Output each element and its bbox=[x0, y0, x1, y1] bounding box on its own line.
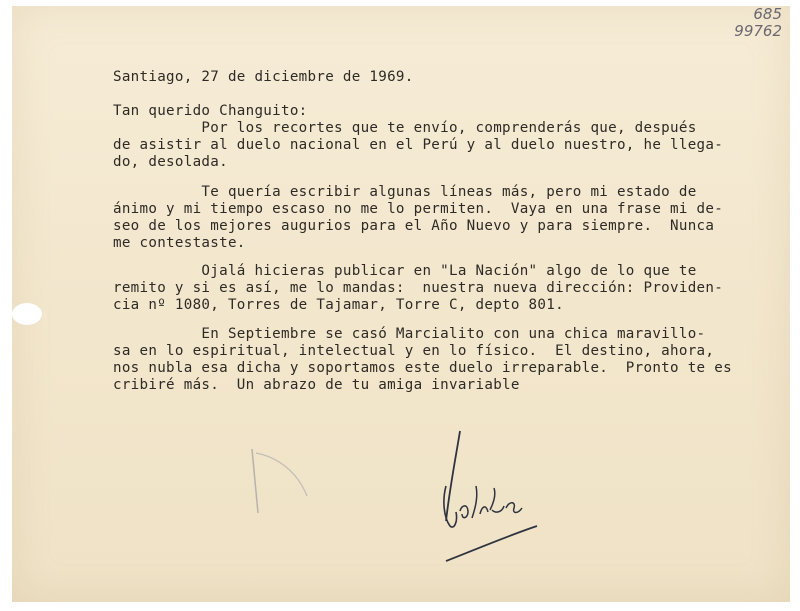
paragraph-4-line-1: En Septiembre se casó Marcialito con una chica maravillo- bbox=[113, 326, 706, 342]
paragraph-1-line-1: Por los recortes que te envío, comprenderás que, después bbox=[113, 120, 697, 136]
archive-reference bbox=[722, 6, 782, 40]
salutation: Tan querido Changuito: bbox=[113, 103, 308, 119]
paragraph-3-line-2: remito y si es así, me lo mandas: nuestra nueva dirección: Providen- bbox=[113, 280, 724, 296]
paragraph-2-line-3: seo de los mejores augurios para el Año Nuevo y para siempre. Nunca bbox=[113, 218, 715, 234]
punch-hole bbox=[12, 303, 42, 325]
paragraph-3-line-1: Ojalá hicieras publicar en "La Nación" algo de lo que te bbox=[113, 263, 697, 279]
paragraph-1-line-2: de asistir al duelo nacional en el Perú y al duelo nuestro, he llega- bbox=[113, 137, 724, 153]
archive-number-1: 685 bbox=[753, 5, 782, 23]
paragraph-2-line-1: Te quería escribir algunas líneas más, pero mi estado de bbox=[113, 184, 697, 200]
pencil-mark bbox=[242, 441, 322, 521]
paragraph-2-line-2: ánimo y mi tiempo escaso no me lo permiten. Vaya en una frase mi de- bbox=[113, 201, 724, 217]
paragraph-2-line-4: me contestaste. bbox=[113, 235, 246, 251]
paragraph-1-line-3: do, desolada. bbox=[113, 154, 228, 170]
date-line: Santiago, 27 de diciembre de 1969. bbox=[113, 69, 414, 85]
paragraph-3-line-3: cia nº 1080, Torres de Tajamar, Torre C, depto 801. bbox=[113, 297, 564, 313]
paragraph-4-line-2: sa en lo espiritual, intelectual y en lo físico. El destino, ahora, bbox=[113, 343, 715, 359]
archive-number-2: 99762 bbox=[734, 22, 782, 40]
paragraph-4-line-3: nos nubla esa dicha y soportamos este duelo irreparable. Pronto te es bbox=[113, 360, 732, 376]
signature bbox=[432, 426, 562, 576]
paragraph-4-line-4: cribiré más. Un abrazo de tu amiga invariable bbox=[113, 377, 520, 393]
letter-page bbox=[12, 6, 790, 602]
